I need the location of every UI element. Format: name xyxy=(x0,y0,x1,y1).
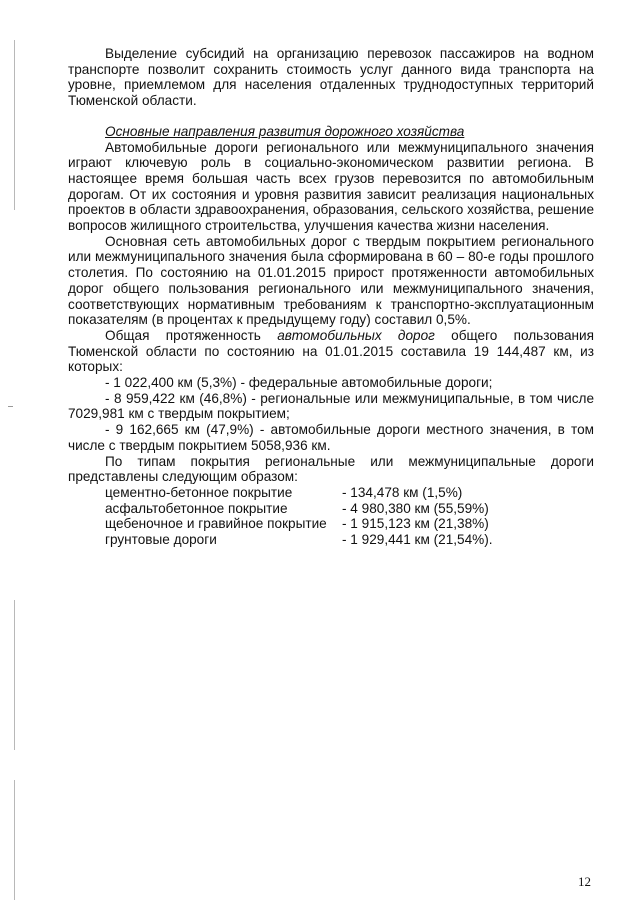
body-text xyxy=(68,46,594,548)
list-item: - 9 162,665 км (47,9%) - автомобильные дороги местного значения, в том числе с твердым покрытием 5058,936 км. xyxy=(68,422,594,453)
table-row xyxy=(105,485,493,501)
surface-type-cell: цементно-бетонное покрытие xyxy=(105,484,293,500)
surface-value-cell: - 1 915,123 км (21,38%) xyxy=(342,516,489,532)
page-number: 12 xyxy=(578,874,591,889)
surface-type-cell: грунтовые дороги xyxy=(105,532,217,548)
paragraph-subsidies: Выделение субсидий на организацию перевозок пассажиров на водном транспорте позволит сохранить стоимость услуг данного вида транспорта на уровне, приемлемом для населения отдаленных труднодоступных территорий Тюменской области. xyxy=(68,46,594,109)
total-length-lead: Общая протяженность xyxy=(105,327,278,343)
list-item: - 1 022,400 км (5,3%) - федеральные автомобильные дороги; xyxy=(105,375,493,391)
surface-types-table xyxy=(105,485,493,548)
surface-type-cell: асфальтобетонное покрытие xyxy=(105,500,288,516)
paragraph-total-length xyxy=(68,328,594,375)
surface-value-cell: - 1 929,441 км (21,54%). xyxy=(342,532,493,548)
scan-edge-mark xyxy=(14,780,15,900)
total-length-emphasis: автомобильных дорог xyxy=(277,327,435,343)
total-length-rest: общего пользования Тюменской области по состоянию на 01.01.2015 составила 19 144,487 км, из которых: xyxy=(68,327,594,375)
margin-dash-mark xyxy=(8,406,13,407)
section-heading xyxy=(68,124,594,140)
table-row xyxy=(105,501,493,517)
paragraph-surface-types: По типам покрытия региональные или межмуниципальные дороги представлены следующим образом: xyxy=(68,453,594,485)
section-heading-text: Основные направления развития дорожного хозяйства xyxy=(105,123,465,139)
paragraph-roads-role: Автомобильные дороги регионального или межмуниципального значения играют ключевую роль в социально-экономическом развитии региона. В настоящее время большая часть всех грузов перевозится по автомобильным дорогам. От их состояния и уровня развития зависит реализация национальных проектов в области здравоохранения, образования, сельского хозяйства, решение вопросов жилищного строительства, улучшения качества жизни населения. xyxy=(68,139,594,234)
table-row xyxy=(105,532,493,548)
surface-type-cell: щебеночное и гравийное покрытие xyxy=(105,516,327,532)
paragraph-road-network: Основная сеть автомобильных дорог с твердым покрытием регионального или межмуниципального значения была сформирована в 60 – 80-е годы прошлого столетия. По состоянию на 01.01.2015 прирост протяженности автомобильных дорог общего пользования регионального или межмуниципального значения, соответствующих нормативным требованиям к транспортно-эксплуатационным показателям (в процентах к предыдущему году) составил 0,5%. xyxy=(68,233,594,328)
list-item: - 8 959,422 км (46,8%) - региональные или межмуниципальные, в том числе 7029,981 км с твердым покрытием; xyxy=(68,390,594,422)
table-row xyxy=(105,516,493,532)
surface-value-cell: - 4 980,380 км (55,59%) xyxy=(342,500,489,516)
surface-value-cell: - 134,478 км (1,5%) xyxy=(342,484,463,500)
scan-edge-mark xyxy=(14,600,15,750)
scan-edge-mark xyxy=(14,40,15,210)
